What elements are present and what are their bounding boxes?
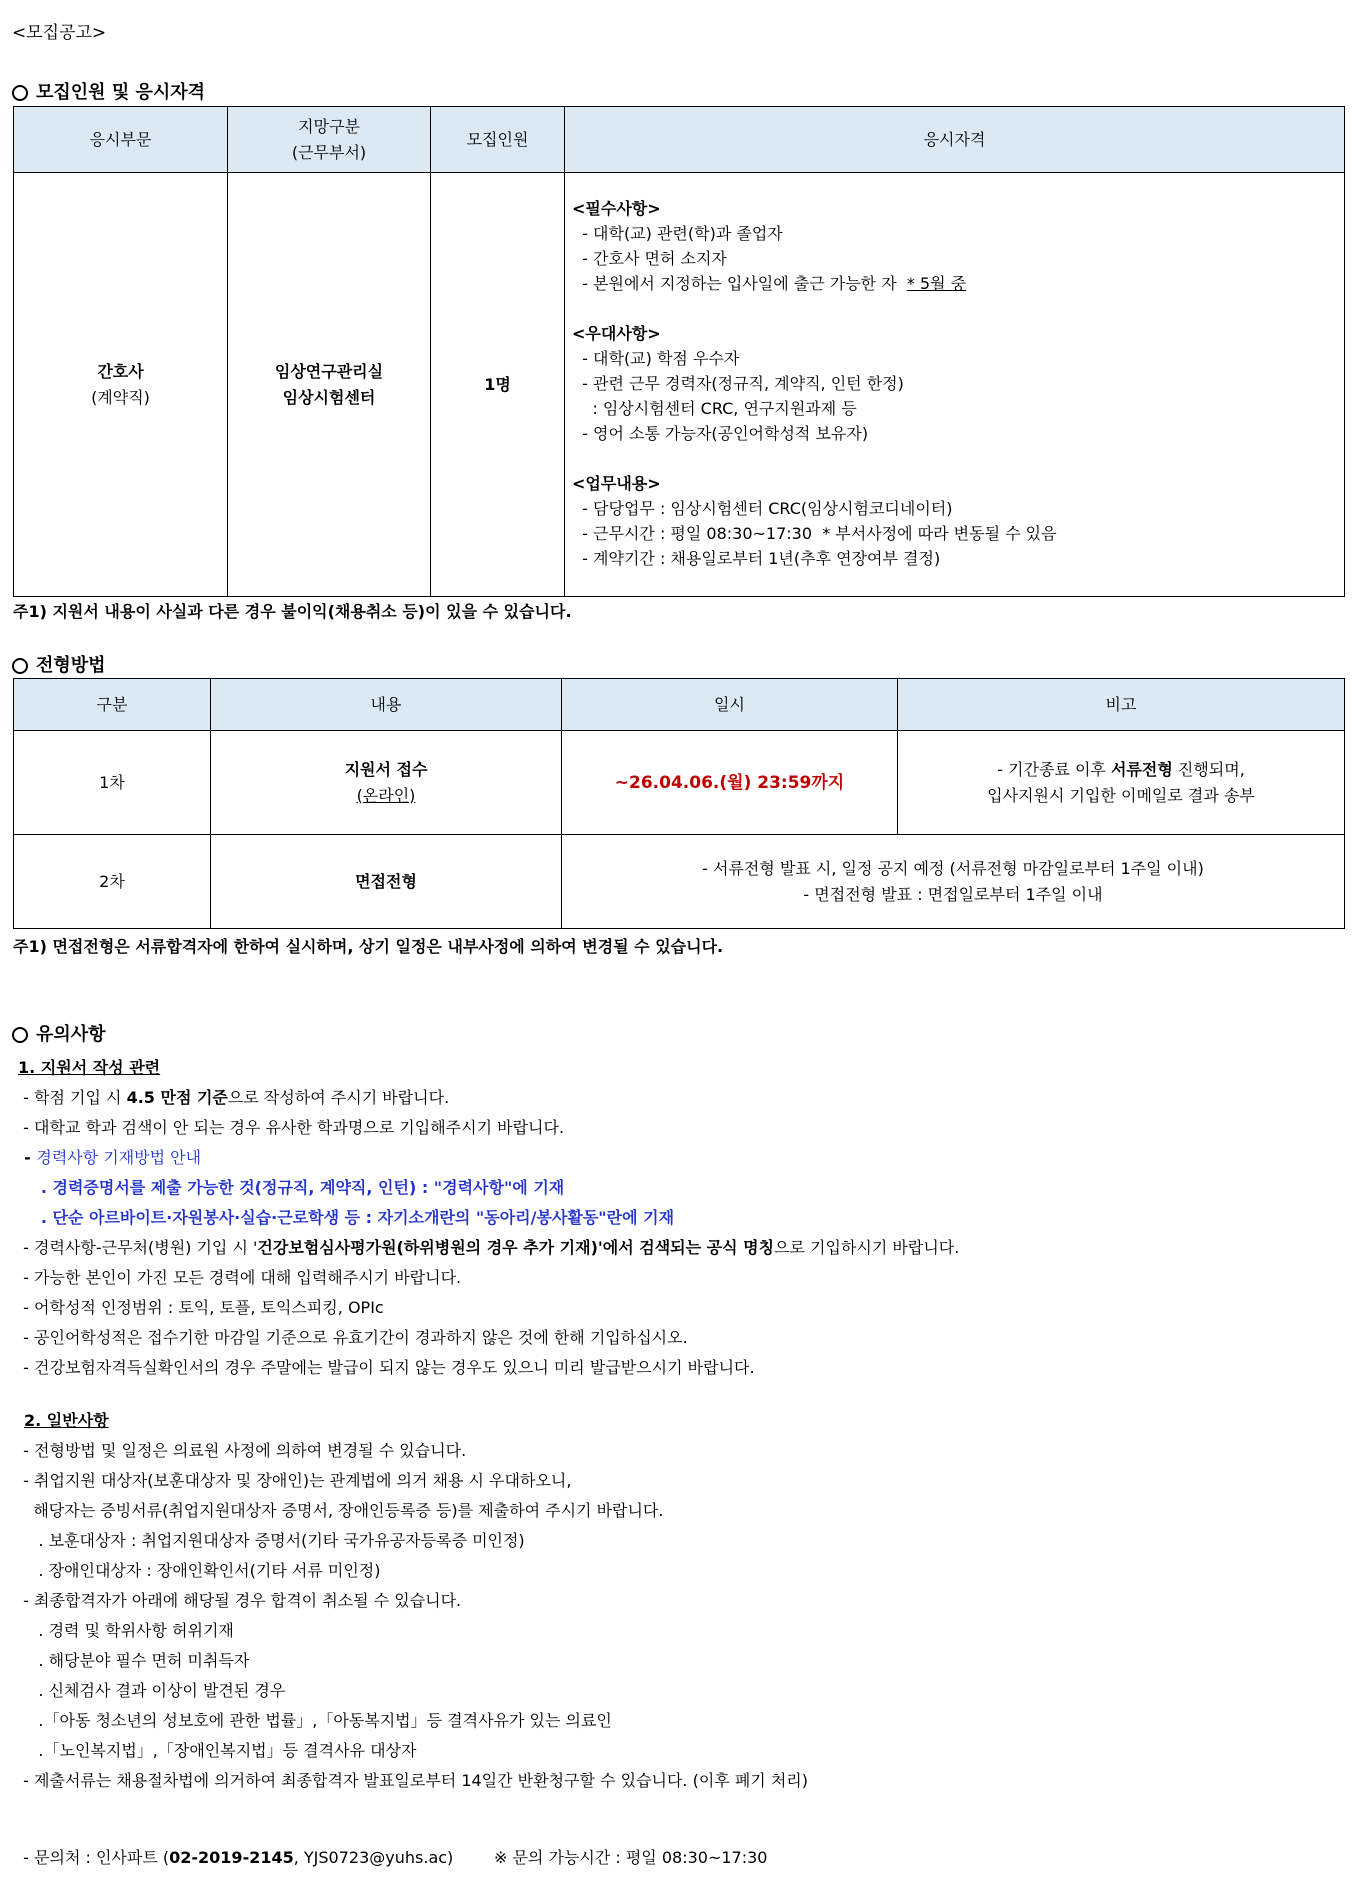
- remark-b: 서류전형: [1110, 759, 1173, 779]
- deadline-text: ~26.04.06.(월) 23:59까지: [614, 772, 845, 793]
- cell-content: 면접전형: [211, 835, 562, 929]
- duty-item: - 담당업무 : 임상시험센터 CRC(임상시험코디네이터): [572, 499, 953, 518]
- department-line2: 임상시험센터: [282, 387, 376, 407]
- circle-bullet-icon: [12, 85, 28, 101]
- text: - 학점 기입 시: [13, 1088, 127, 1107]
- text: 으로 작성하여 주시기 바랍니다.: [227, 1088, 450, 1107]
- table-row: [14, 835, 1345, 929]
- cell-date: [562, 731, 898, 835]
- circle-bullet-icon: [12, 658, 28, 674]
- remark-a: - 기간종료 이후: [997, 759, 1111, 779]
- section-heading-notes: [12, 1020, 106, 1046]
- cell-department: [228, 173, 431, 597]
- header-choice: [228, 107, 431, 173]
- selection-table: [13, 678, 1345, 929]
- required-item-text: - 본원에서 지정하는 입사일에 출근 가능한 자: [572, 274, 907, 293]
- remark-line2: - 면접전형 발표 : 면접일로부터 1주일 이내: [803, 884, 1103, 904]
- remark-line2: 입사지원시 기입한 이메일로 결과 송부: [987, 785, 1255, 805]
- remark-c: 진행되며,: [1172, 759, 1245, 779]
- list-item: . 신체검사 결과 이상이 발견된 경우: [13, 1681, 286, 1700]
- list-item: . 해당분야 필수 면허 미취득자: [13, 1651, 250, 1670]
- header-content: 내용: [211, 679, 562, 731]
- cell-count: 1명: [431, 173, 565, 597]
- list-item: [13, 1085, 449, 1108]
- remark-line1: - 서류전형 발표 시, 일정 공지 예정 (서류전형 마감일로부터 1주일 이내): [702, 858, 1204, 878]
- required-item: [572, 271, 1344, 296]
- section-heading-selection: [12, 651, 106, 677]
- list-item: 해당자는 증빙서류(취업지원대상자 증명서, 장애인등록증 등)를 제출하여 주시기 바랍니다.: [13, 1501, 664, 1520]
- cell-content: [211, 731, 562, 835]
- table-row: [14, 173, 1345, 597]
- list-item: . 장애인대상자 : 장애인확인서(기타 서류 미인정): [13, 1561, 381, 1580]
- phone-number: 02-2019-2145: [169, 1848, 294, 1867]
- content-line2: (온라인): [356, 785, 416, 805]
- text-bold: 건강보험심사평가원(하위병원의 경우 추가 기재)'에서 검색되는 공식 명칭: [257, 1238, 775, 1257]
- list-item: - 공인어학성적은 접수기한 마감일 기준으로 유효기간이 경과하지 않은 것에 한해 기입하십시오.: [13, 1328, 688, 1347]
- header-remarks: 비고: [898, 679, 1345, 731]
- list-item: - 취업지원 대상자(보훈대상자 및 장애인)는 관계법에 의거 채용 시 우대하오니,: [13, 1471, 572, 1490]
- text: - 경력사항-근무처(병원) 기입 시 ': [13, 1238, 258, 1257]
- list-item: - 가능한 본인이 가진 모든 경력에 대해 입력해주시기 바랍니다.: [13, 1268, 462, 1287]
- preferred-item: - 영어 소통 가능자(공인어학성적 보유자): [572, 424, 869, 443]
- section-heading-text: 유의사항: [36, 1024, 106, 1045]
- section1-footnote: 주1) 지원서 내용이 사실과 다른 경우 불이익(채용취소 등)이 있을 수 있습니다.: [13, 602, 572, 621]
- list-item: - 제출서류는 채용절차법에 의거하여 최종합격자 발표일로부터 14일간 반환청구할 수 있습니다. (이후 폐기 처리): [13, 1771, 808, 1790]
- recruitment-table: [13, 106, 1345, 597]
- preferred-item: - 대학(교) 학점 우수자: [572, 349, 740, 368]
- text: , YJS0723@yuhs.ac) ※ 문의 가능시간 : 평일 08:30~17:30: [293, 1848, 768, 1867]
- list-item: [13, 1235, 959, 1258]
- text: 으로 기입하시기 바랍니다.: [774, 1238, 960, 1257]
- division-name: 간호사: [97, 361, 144, 381]
- spacer: [572, 296, 1344, 321]
- text-blue: 경력사항 기재방법 안내: [36, 1148, 202, 1167]
- list-item: - 어학성적 인정범위 : 토익, 토플, 토익스피킹, OPIc: [13, 1298, 384, 1317]
- list-item: . 경력 및 학위사항 허위기재: [13, 1621, 234, 1640]
- header-date: 일시: [562, 679, 898, 731]
- division-type: (계약직): [91, 387, 150, 407]
- header-step: 구분: [14, 679, 211, 731]
- table-row: [14, 731, 1345, 835]
- department-line1: 임상연구관리실: [274, 361, 384, 381]
- header-applicant-division: 응시부문: [14, 107, 228, 173]
- list-item: .「아동 청소년의 성보호에 관한 법률」,「아동복지법」등 결격사유가 있는 의료인: [13, 1711, 612, 1730]
- list-item: . 보훈대상자 : 취업지원대상자 증명서(기타 국가유공자등록증 미인정): [13, 1531, 525, 1550]
- cell-remarks: [562, 835, 1345, 929]
- cell-division: [14, 173, 228, 597]
- list-item: . 경력증명서를 제출 가능한 것(정규직, 계약직, 인턴) : "경력사항"에 기재: [13, 1178, 565, 1197]
- header-count: 모집인원: [431, 107, 565, 173]
- content-line1: 지원서 접수: [344, 759, 428, 779]
- list-item: - 전형방법 및 일정은 의료원 사정에 의하여 변경될 수 있습니다.: [13, 1441, 467, 1460]
- text: - 문의처 : 인사파트 (: [13, 1848, 170, 1867]
- duty-item: - 계약기간 : 채용일로부터 1년(추후 연장여부 결정): [572, 549, 941, 568]
- contact-info: [13, 1845, 767, 1868]
- list-item: . 단순 아르바이트·자원봉사·실습·근로학생 등 : 자기소개란의 "동아리/봉사활동"란에 기재: [13, 1208, 675, 1227]
- preferred-item: - 관련 근무 경력자(정규직, 계약직, 인턴 한정): [572, 374, 904, 393]
- table-header-row: [14, 107, 1345, 173]
- circle-bullet-icon: [12, 1027, 28, 1043]
- preferred-title: <우대사항>: [572, 324, 661, 343]
- duty-title: <업무내용>: [572, 474, 661, 493]
- list-item: - 건강보험자격득실확인서의 경우 주말에는 발급이 되지 않는 경우도 있으니 미리 발급받으시기 바랍니다.: [13, 1358, 755, 1377]
- table-header-row: [14, 679, 1345, 731]
- cell-qualification: [565, 173, 1345, 597]
- list-item: - 최종합격자가 아래에 해당될 경우 합격이 취소될 수 있습니다.: [13, 1591, 462, 1610]
- header-qualification: 응시자격: [565, 107, 1345, 173]
- header-choice-line2: (근무부서): [291, 142, 367, 162]
- list-item: - 대학교 학과 검색이 안 되는 경우 유사한 학과명으로 기입해주시기 바랍니다.: [13, 1118, 565, 1137]
- list-item: [13, 1145, 201, 1168]
- section-heading-text: 모집인원 및 응시자격: [36, 82, 206, 103]
- header-choice-line1: 지망구분: [298, 116, 360, 136]
- list-item: .「노인복지법」,「장애인복지법」등 결격사유 대상자: [13, 1741, 417, 1760]
- required-item-note: * 5월 중: [906, 274, 967, 293]
- text-bold: 4.5 만점 기준: [126, 1088, 228, 1107]
- text: -: [13, 1148, 37, 1167]
- subheading-application: 1. 지원서 작성 관련: [18, 1058, 161, 1077]
- cell-step: 2차: [14, 835, 211, 929]
- duty-item: - 근무시간 : 평일 08:30~17:30 * 부서사정에 따라 변동될 수 있음: [572, 524, 1057, 543]
- preferred-item: : 임상시험센터 CRC, 연구지원과제 등: [572, 399, 857, 418]
- required-title: <필수사항>: [572, 199, 661, 218]
- required-item: - 대학(교) 관련(학)과 졸업자: [572, 224, 783, 243]
- cell-step: 1차: [14, 731, 211, 835]
- section-heading-recruitment: [12, 78, 205, 104]
- cell-remarks: [898, 731, 1345, 835]
- page-title: <모집공고>: [12, 23, 107, 43]
- section-heading-text: 전형방법: [36, 655, 106, 676]
- spacer: [572, 446, 1344, 471]
- subheading-general: 2. 일반사항: [24, 1411, 109, 1430]
- required-item: - 간호사 면허 소지자: [572, 249, 727, 268]
- section2-footnote: 주1) 면접전형은 서류합격자에 한하여 실시하며, 상기 일정은 내부사정에 의하여 변경될 수 있습니다.: [13, 937, 724, 956]
